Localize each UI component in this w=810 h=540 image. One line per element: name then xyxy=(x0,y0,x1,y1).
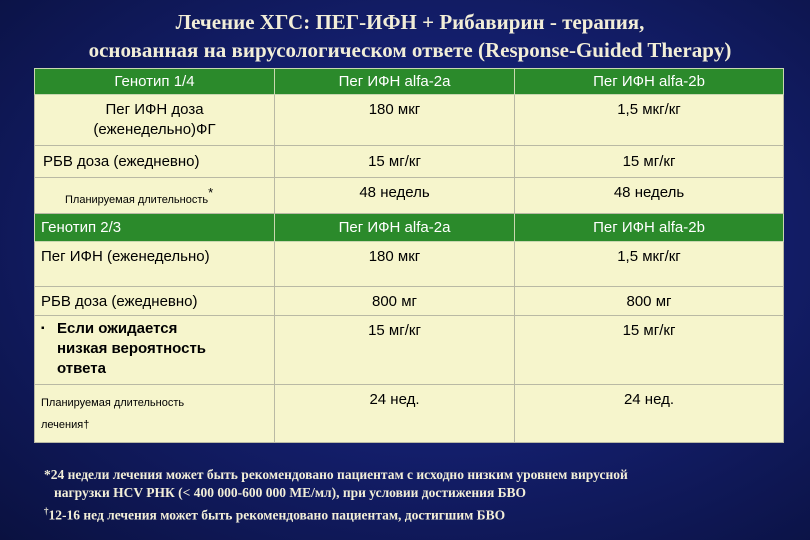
footnote-mark: † xyxy=(83,418,90,431)
row-label-line: ответа xyxy=(57,360,106,377)
row-label-line: (еженедельно)ФГ xyxy=(93,121,216,138)
row-label-line: Если ожидается xyxy=(57,320,178,337)
row-label: РБВ доза (ежедневно) xyxy=(35,287,275,316)
footnotes xyxy=(44,466,784,525)
cell-alfa-2a: 24 нед. xyxy=(275,385,515,443)
slide-title xyxy=(20,8,800,64)
cell-alfa-2b: 48 недель xyxy=(515,178,784,214)
table-row xyxy=(35,178,784,214)
genotype-2-3-header: Генотип 2/3 xyxy=(35,214,275,242)
row-label: РБВ доза (ежедневно) xyxy=(35,146,275,178)
row-label-line: низкая вероятность xyxy=(57,340,207,357)
row-label-text: лечения xyxy=(41,418,84,431)
row-label xyxy=(35,95,275,146)
cell-alfa-2b: 1,5 мкг/кг xyxy=(515,95,784,146)
footnote-line xyxy=(44,502,784,525)
row-label-line: Планируемая длительность xyxy=(41,396,185,409)
row-label-text xyxy=(57,319,206,379)
row-label-line: Пег ИФН доза xyxy=(105,101,204,118)
cell-alfa-2a: 180 мкг xyxy=(275,242,515,287)
cell-alfa-2b: 1,5 мкг/кг xyxy=(515,242,784,287)
table-row xyxy=(35,385,784,443)
col-alfa-2b-header: Пег ИФН alfa-2b xyxy=(515,69,784,95)
row-label-text: Планируемая длительность xyxy=(65,193,209,206)
table-row xyxy=(35,95,784,146)
cell-alfa-2b: 800 мг xyxy=(515,287,784,316)
footnote-mark: * xyxy=(208,184,214,200)
table-row xyxy=(35,316,784,385)
cell-alfa-2a: 15 мг/кг xyxy=(275,146,515,178)
col-alfa-2a-header: Пег ИФН alfa-2a xyxy=(275,214,515,242)
col-alfa-2b-header: Пег ИФН alfa-2b xyxy=(515,214,784,242)
dosing-table xyxy=(34,68,784,443)
col-alfa-2a-header: Пег ИФН alfa-2a xyxy=(275,69,515,95)
table-row xyxy=(35,287,784,316)
footnote-mark: † xyxy=(44,506,49,516)
footnote-line: *24 недели лечения может быть рекомендовано пациентам с исходно низким уровнем вирусной xyxy=(44,467,628,482)
cell-alfa-2a: 48 недель xyxy=(275,178,515,214)
table-row xyxy=(35,242,784,287)
row-label xyxy=(35,178,275,214)
row-label xyxy=(35,385,275,443)
cell-alfa-2b: 24 нед. xyxy=(515,385,784,443)
genotype-1-4-header-row xyxy=(35,69,784,95)
bullet-icon: ▪ xyxy=(41,323,45,334)
row-label xyxy=(35,316,275,385)
cell-alfa-2a: 15 мг/кг xyxy=(275,316,515,385)
cell-alfa-2a: 180 мкг xyxy=(275,95,515,146)
cell-alfa-2a: 800 мг xyxy=(275,287,515,316)
table-row xyxy=(35,146,784,178)
cell-alfa-2b: 15 мг/кг xyxy=(515,316,784,385)
title-line-1: Лечение ХГС: ПЕГ-ИФН + Рибавирин - терапия, xyxy=(175,10,645,34)
title-line-2: основанная на вирусологическом ответе (Response-Guided Therapy) xyxy=(88,38,732,62)
row-label-line xyxy=(41,414,268,436)
genotype-1-4-header: Генотип 1/4 xyxy=(35,69,275,95)
footnote-line: нагрузки HCV РНК (< 400 000-600 000 МЕ/мл), при условии достижения БВО xyxy=(54,485,527,500)
genotype-2-3-header-row xyxy=(35,214,784,242)
cell-alfa-2b: 15 мг/кг xyxy=(515,146,784,178)
footnote-text: 12-16 нед лечения может быть рекомендовано пациентам, достигшим БВО xyxy=(48,507,506,523)
row-label: Пег ИФН (еженедельно) xyxy=(35,242,275,287)
